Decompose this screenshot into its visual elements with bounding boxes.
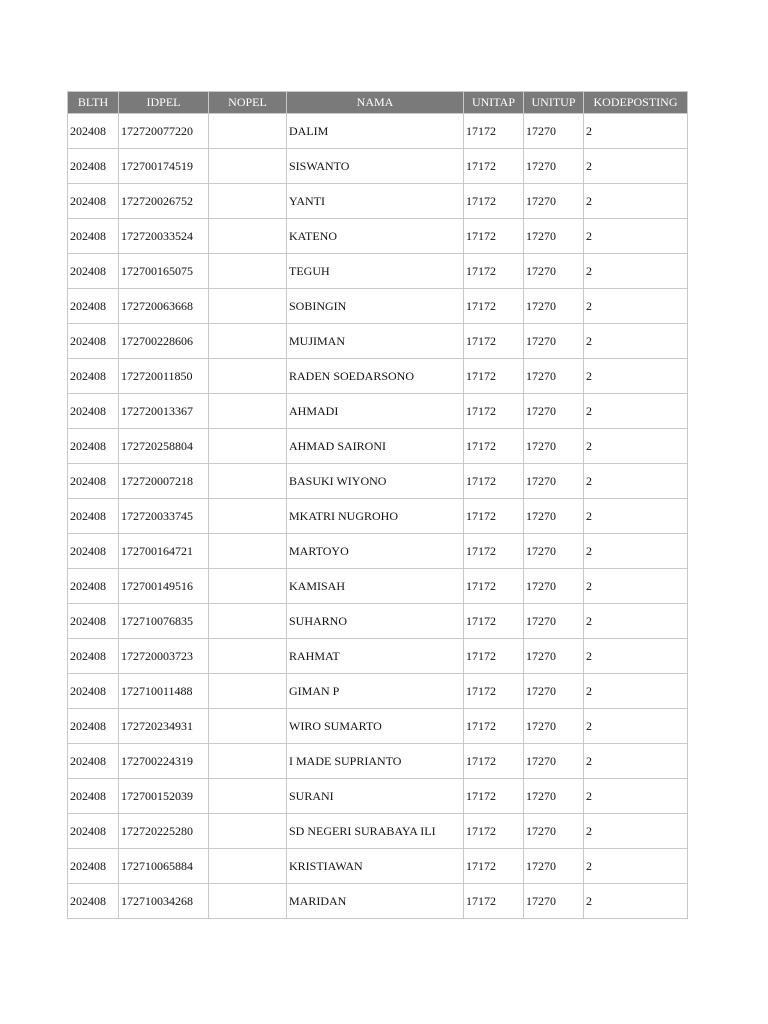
- unitap-cell: 17172: [464, 849, 524, 884]
- unitup-cell: 17270: [524, 849, 584, 884]
- nopel-cell: [209, 394, 287, 429]
- nopel-cell: [209, 639, 287, 674]
- blth-cell: 202408: [68, 254, 119, 289]
- unitap-cell: 17172: [464, 884, 524, 919]
- kodeposting-cell: 2: [584, 184, 688, 219]
- idpel-cell: 172700228606: [119, 324, 209, 359]
- table-row: [68, 149, 688, 184]
- table-row: [68, 464, 688, 499]
- idpel-cell: 172720003723: [119, 639, 209, 674]
- kodeposting-cell: 2: [584, 114, 688, 149]
- nama-cell: MARIDAN: [287, 884, 464, 919]
- column-header-unitup: UNITUP: [524, 92, 584, 114]
- unitap-cell: 17172: [464, 254, 524, 289]
- nopel-cell: [209, 779, 287, 814]
- nama-cell: SISWANTO: [287, 149, 464, 184]
- unitup-cell: 17270: [524, 604, 584, 639]
- unitup-cell: 17270: [524, 464, 584, 499]
- unitup-cell: 17270: [524, 569, 584, 604]
- nama-cell: SD NEGERI SURABAYA ILI: [287, 814, 464, 849]
- blth-cell: 202408: [68, 779, 119, 814]
- nama-cell: TEGUH: [287, 254, 464, 289]
- blth-cell: 202408: [68, 744, 119, 779]
- nama-cell: MARTOYO: [287, 534, 464, 569]
- unitup-cell: 17270: [524, 884, 584, 919]
- unitup-cell: 17270: [524, 639, 584, 674]
- nama-cell: SURANI: [287, 779, 464, 814]
- unitup-cell: 17270: [524, 674, 584, 709]
- table-row: [68, 604, 688, 639]
- nopel-cell: [209, 499, 287, 534]
- kodeposting-cell: 2: [584, 639, 688, 674]
- unitup-cell: 17270: [524, 534, 584, 569]
- kodeposting-cell: 2: [584, 149, 688, 184]
- unitap-cell: 17172: [464, 464, 524, 499]
- blth-cell: 202408: [68, 499, 119, 534]
- nopel-cell: [209, 674, 287, 709]
- unitap-cell: 17172: [464, 639, 524, 674]
- nama-cell: AHMAD SAIRONI: [287, 429, 464, 464]
- nopel-cell: [209, 744, 287, 779]
- idpel-cell: 172720258804: [119, 429, 209, 464]
- unitap-cell: 17172: [464, 709, 524, 744]
- column-header-nopel: NOPEL: [209, 92, 287, 114]
- idpel-cell: 172720026752: [119, 184, 209, 219]
- table-row: [68, 849, 688, 884]
- unitap-cell: 17172: [464, 359, 524, 394]
- unitup-cell: 17270: [524, 184, 584, 219]
- blth-cell: 202408: [68, 709, 119, 744]
- unitup-cell: 17270: [524, 779, 584, 814]
- table-row: [68, 814, 688, 849]
- table-row: [68, 254, 688, 289]
- unitap-cell: 17172: [464, 429, 524, 464]
- table-row: [68, 429, 688, 464]
- unitap-cell: 17172: [464, 289, 524, 324]
- idpel-cell: 172710011488: [119, 674, 209, 709]
- unitap-cell: 17172: [464, 779, 524, 814]
- idpel-cell: 172700165075: [119, 254, 209, 289]
- unitap-cell: 17172: [464, 394, 524, 429]
- blth-cell: 202408: [68, 814, 119, 849]
- table-row: [68, 639, 688, 674]
- column-header-nama: NAMA: [287, 92, 464, 114]
- kodeposting-cell: 2: [584, 254, 688, 289]
- kodeposting-cell: 2: [584, 499, 688, 534]
- nama-cell: KATENO: [287, 219, 464, 254]
- idpel-cell: 172720033524: [119, 219, 209, 254]
- blth-cell: 202408: [68, 149, 119, 184]
- kodeposting-cell: 2: [584, 429, 688, 464]
- table-row: [68, 534, 688, 569]
- unitap-cell: 17172: [464, 534, 524, 569]
- unitup-cell: 17270: [524, 114, 584, 149]
- blth-cell: 202408: [68, 289, 119, 324]
- nopel-cell: [209, 184, 287, 219]
- unitap-cell: 17172: [464, 219, 524, 254]
- kodeposting-cell: 2: [584, 289, 688, 324]
- kodeposting-cell: 2: [584, 464, 688, 499]
- column-header-blth: BLTH: [68, 92, 119, 114]
- kodeposting-cell: 2: [584, 849, 688, 884]
- unitap-cell: 17172: [464, 149, 524, 184]
- nama-cell: MUJIMAN: [287, 324, 464, 359]
- idpel-cell: 172700149516: [119, 569, 209, 604]
- nama-cell: DALIM: [287, 114, 464, 149]
- table-row: [68, 499, 688, 534]
- idpel-cell: 172720013367: [119, 394, 209, 429]
- table-row: [68, 359, 688, 394]
- blth-cell: 202408: [68, 639, 119, 674]
- unitap-cell: 17172: [464, 114, 524, 149]
- nama-cell: KRISTIAWAN: [287, 849, 464, 884]
- blth-cell: 202408: [68, 464, 119, 499]
- table-row: [68, 394, 688, 429]
- unitup-cell: 17270: [524, 429, 584, 464]
- nopel-cell: [209, 254, 287, 289]
- table-row: [68, 779, 688, 814]
- nopel-cell: [209, 569, 287, 604]
- kodeposting-cell: 2: [584, 569, 688, 604]
- blth-cell: 202408: [68, 884, 119, 919]
- idpel-cell: 172700164721: [119, 534, 209, 569]
- nama-cell: RAHMAT: [287, 639, 464, 674]
- nopel-cell: [209, 534, 287, 569]
- kodeposting-cell: 2: [584, 324, 688, 359]
- nama-cell: YANTI: [287, 184, 464, 219]
- nopel-cell: [209, 604, 287, 639]
- unitup-cell: 17270: [524, 219, 584, 254]
- kodeposting-cell: 2: [584, 814, 688, 849]
- table-row: [68, 289, 688, 324]
- blth-cell: 202408: [68, 114, 119, 149]
- blth-cell: 202408: [68, 184, 119, 219]
- unitap-cell: 17172: [464, 604, 524, 639]
- idpel-cell: 172720077220: [119, 114, 209, 149]
- unitup-cell: 17270: [524, 324, 584, 359]
- nopel-cell: [209, 289, 287, 324]
- unitap-cell: 17172: [464, 744, 524, 779]
- idpel-cell: 172720007218: [119, 464, 209, 499]
- table-row: [68, 884, 688, 919]
- kodeposting-cell: 2: [584, 674, 688, 709]
- nopel-cell: [209, 814, 287, 849]
- nopel-cell: [209, 114, 287, 149]
- blth-cell: 202408: [68, 394, 119, 429]
- nama-cell: RADEN SOEDARSONO: [287, 359, 464, 394]
- blth-cell: 202408: [68, 849, 119, 884]
- idpel-cell: 172720234931: [119, 709, 209, 744]
- nama-cell: AHMADI: [287, 394, 464, 429]
- table-row: [68, 709, 688, 744]
- nopel-cell: [209, 849, 287, 884]
- table-row: [68, 744, 688, 779]
- nama-cell: BASUKI WIYONO: [287, 464, 464, 499]
- column-header-unitap: UNITAP: [464, 92, 524, 114]
- idpel-cell: 172720225280: [119, 814, 209, 849]
- customer-table: [67, 91, 688, 919]
- kodeposting-cell: 2: [584, 604, 688, 639]
- unitup-cell: 17270: [524, 499, 584, 534]
- table-row: [68, 114, 688, 149]
- nopel-cell: [209, 324, 287, 359]
- blth-cell: 202408: [68, 324, 119, 359]
- nopel-cell: [209, 429, 287, 464]
- column-header-idpel: IDPEL: [119, 92, 209, 114]
- unitap-cell: 17172: [464, 324, 524, 359]
- blth-cell: 202408: [68, 534, 119, 569]
- kodeposting-cell: 2: [584, 884, 688, 919]
- blth-cell: 202408: [68, 569, 119, 604]
- table-row: [68, 219, 688, 254]
- unitup-cell: 17270: [524, 254, 584, 289]
- blth-cell: 202408: [68, 219, 119, 254]
- blth-cell: 202408: [68, 429, 119, 464]
- idpel-cell: 172720063668: [119, 289, 209, 324]
- nama-cell: I MADE SUPRIANTO: [287, 744, 464, 779]
- nama-cell: GIMAN P: [287, 674, 464, 709]
- idpel-cell: 172710065884: [119, 849, 209, 884]
- nama-cell: SOBINGIN: [287, 289, 464, 324]
- unitap-cell: 17172: [464, 569, 524, 604]
- table-body: [68, 114, 688, 919]
- idpel-cell: 172720011850: [119, 359, 209, 394]
- unitap-cell: 17172: [464, 674, 524, 709]
- table-row: [68, 324, 688, 359]
- unitup-cell: 17270: [524, 149, 584, 184]
- kodeposting-cell: 2: [584, 709, 688, 744]
- kodeposting-cell: 2: [584, 779, 688, 814]
- nama-cell: KAMISAH: [287, 569, 464, 604]
- table-header-row: [68, 92, 688, 114]
- unitup-cell: 17270: [524, 744, 584, 779]
- nopel-cell: [209, 219, 287, 254]
- unitap-cell: 17172: [464, 814, 524, 849]
- nopel-cell: [209, 149, 287, 184]
- kodeposting-cell: 2: [584, 219, 688, 254]
- unitup-cell: 17270: [524, 359, 584, 394]
- idpel-cell: 172700152039: [119, 779, 209, 814]
- table-row: [68, 569, 688, 604]
- table-row: [68, 184, 688, 219]
- nama-cell: SUHARNO: [287, 604, 464, 639]
- idpel-cell: 172700174519: [119, 149, 209, 184]
- kodeposting-cell: 2: [584, 534, 688, 569]
- kodeposting-cell: 2: [584, 359, 688, 394]
- kodeposting-cell: 2: [584, 394, 688, 429]
- blth-cell: 202408: [68, 604, 119, 639]
- idpel-cell: 172710034268: [119, 884, 209, 919]
- blth-cell: 202408: [68, 359, 119, 394]
- nopel-cell: [209, 884, 287, 919]
- unitup-cell: 17270: [524, 394, 584, 429]
- idpel-cell: 172710076835: [119, 604, 209, 639]
- unitap-cell: 17172: [464, 499, 524, 534]
- table-row: [68, 674, 688, 709]
- idpel-cell: 172720033745: [119, 499, 209, 534]
- unitup-cell: 17270: [524, 709, 584, 744]
- unitup-cell: 17270: [524, 289, 584, 324]
- nopel-cell: [209, 359, 287, 394]
- nopel-cell: [209, 464, 287, 499]
- nopel-cell: [209, 709, 287, 744]
- idpel-cell: 172700224319: [119, 744, 209, 779]
- kodeposting-cell: 2: [584, 744, 688, 779]
- nama-cell: WIRO SUMARTO: [287, 709, 464, 744]
- nama-cell: MKATRI NUGROHO: [287, 499, 464, 534]
- unitap-cell: 17172: [464, 184, 524, 219]
- blth-cell: 202408: [68, 674, 119, 709]
- unitup-cell: 17270: [524, 814, 584, 849]
- column-header-kodeposting: KODEPOSTING: [584, 92, 688, 114]
